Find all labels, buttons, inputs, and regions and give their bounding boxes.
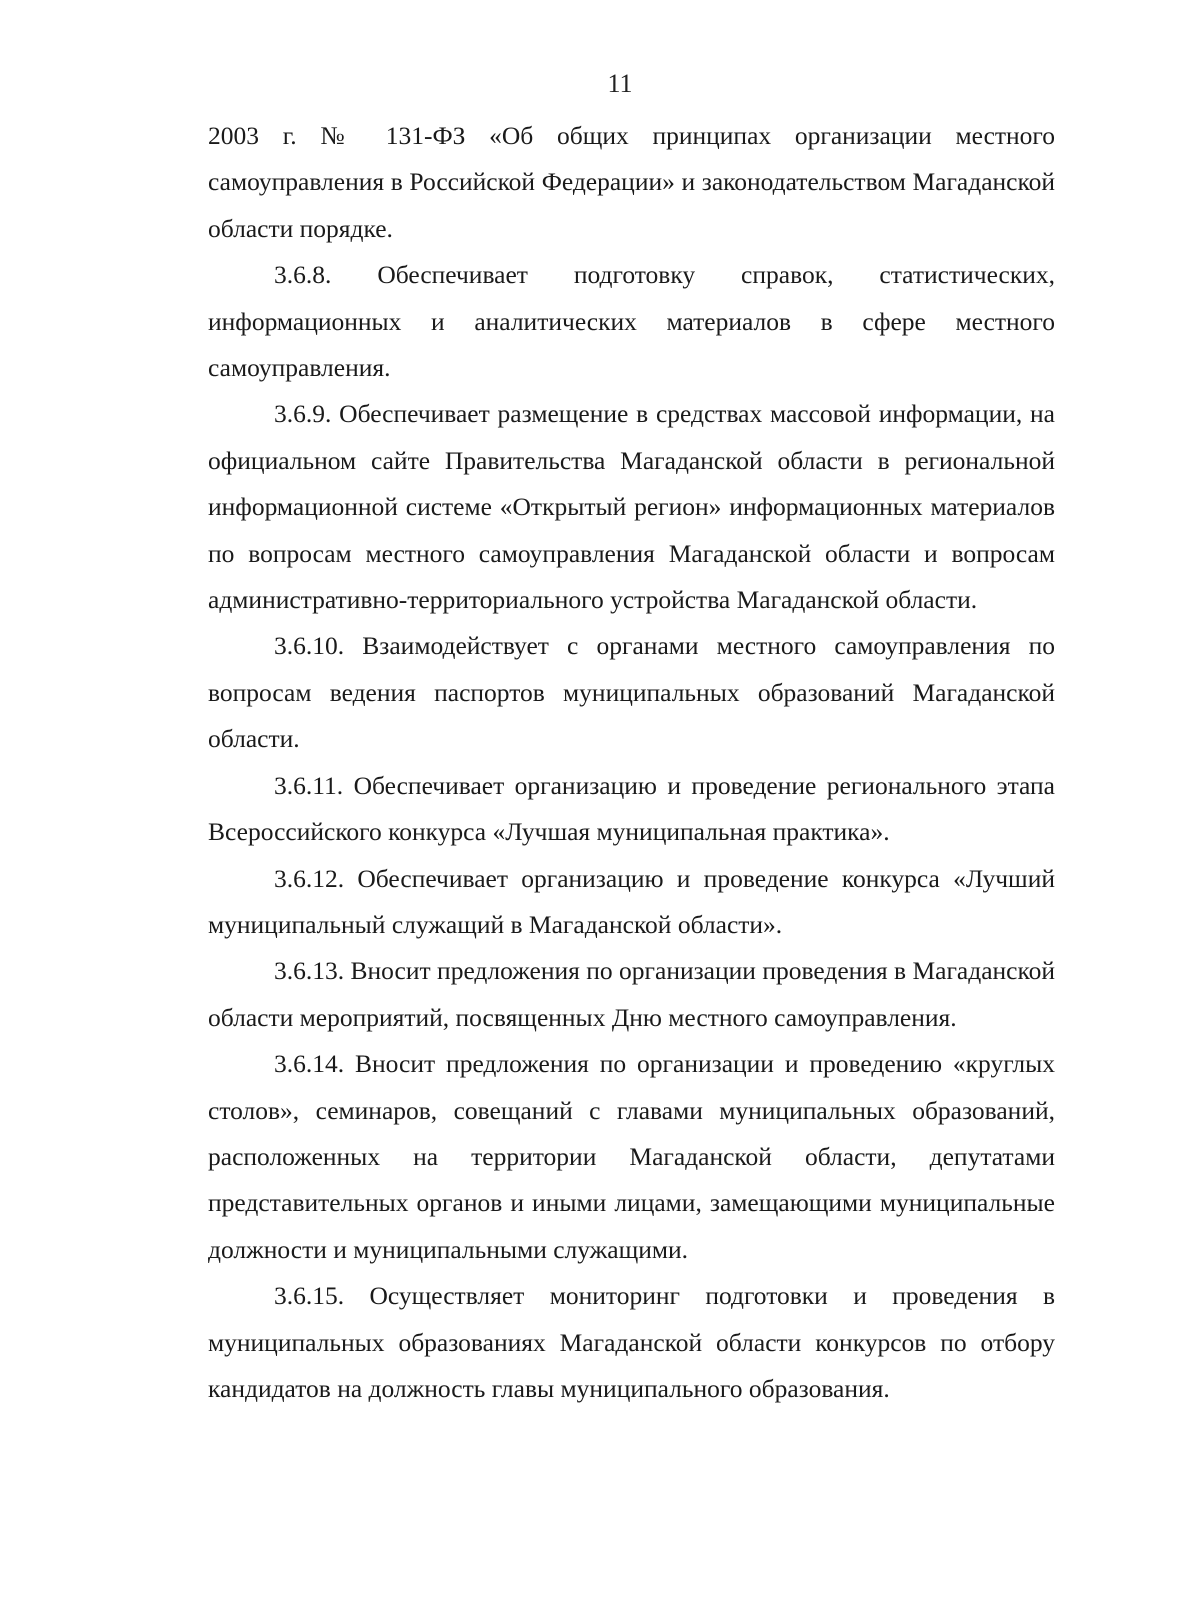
paragraph-text: Обеспечивает размещение в средствах массовой информации, на официальном сайте Правительства Магаданской области в региональной информационной системе «Открытый регион» информационных материалов по вопросам местного самоуправления Магаданской области и вопросам административно-территориального устройства Магаданской области. xyxy=(208,399,1055,615)
paragraph-text: Вносит предложения по организации и проведению «круглых столов», семинаров, совещаний с главами муниципальных образований, расположенных на территории Магаданской области, депутатами представительных органов и иными лицами, замещающими муниципальные должности и муниципальными служащими. xyxy=(208,1049,1055,1264)
paragraph-continuation xyxy=(208,113,1055,252)
paragraph-number: 3.6.13. xyxy=(274,956,345,986)
paragraph-text: Осуществляет мониторинг подготовки и проведения в муниципальных образованиях Магаданской области конкурсов по отбору кандидатов на должность главы муниципального образования. xyxy=(208,1281,1055,1403)
paragraph-3-6-15 xyxy=(208,1273,1055,1412)
paragraph-3-6-8 xyxy=(208,252,1055,391)
paragraph-3-6-9 xyxy=(208,391,1055,623)
paragraph-number: 3.6.10. xyxy=(274,631,345,661)
paragraph-number: 3.6.11. xyxy=(274,770,344,800)
page-number: 11 xyxy=(607,69,633,98)
paragraph-3-6-12 xyxy=(208,856,1055,949)
paragraph-number: 3.6.15. xyxy=(274,1281,345,1311)
paragraph-number: 3.6.14. xyxy=(274,1049,345,1079)
paragraph-text: Обеспечивает подготовку справок, статистических, информационных и аналитических материалов в сфере местного самоуправления. xyxy=(208,260,1055,383)
paragraph-text: 2003 г. № 131-ФЗ «Об общих принципах организации местного самоуправления в Российской Федерации» и законодательством Магаданской области порядке. xyxy=(208,121,1055,243)
paragraph-number: 3.6.8. xyxy=(274,260,332,290)
paragraph-3-6-10 xyxy=(208,623,1055,762)
paragraph-text: Взаимодействует с органами местного самоуправления по вопросам ведения паспортов муниципальных образований Магаданской области. xyxy=(208,631,1055,754)
paragraph-3-6-11 xyxy=(208,763,1055,856)
paragraph-text: Обеспечивает организацию и проведение конкурса «Лучший муниципальный служащий в Магаданской области». xyxy=(208,863,1055,939)
paragraph-number: 3.6.12. xyxy=(274,863,345,893)
document-body xyxy=(208,113,1055,1412)
paragraph-number: 3.6.9. xyxy=(274,399,332,429)
paragraph-3-6-14 xyxy=(208,1041,1055,1273)
paragraph-text: Обеспечивает организацию и проведение регионального этапа Всероссийского конкурса «Лучшая муниципальная практика». xyxy=(208,770,1055,847)
paragraph-3-6-13 xyxy=(208,948,1055,1041)
paragraph-text: Вносит предложения по организации проведения в Магаданской области мероприятий, посвященных Дню местного самоуправления. xyxy=(208,956,1055,1032)
